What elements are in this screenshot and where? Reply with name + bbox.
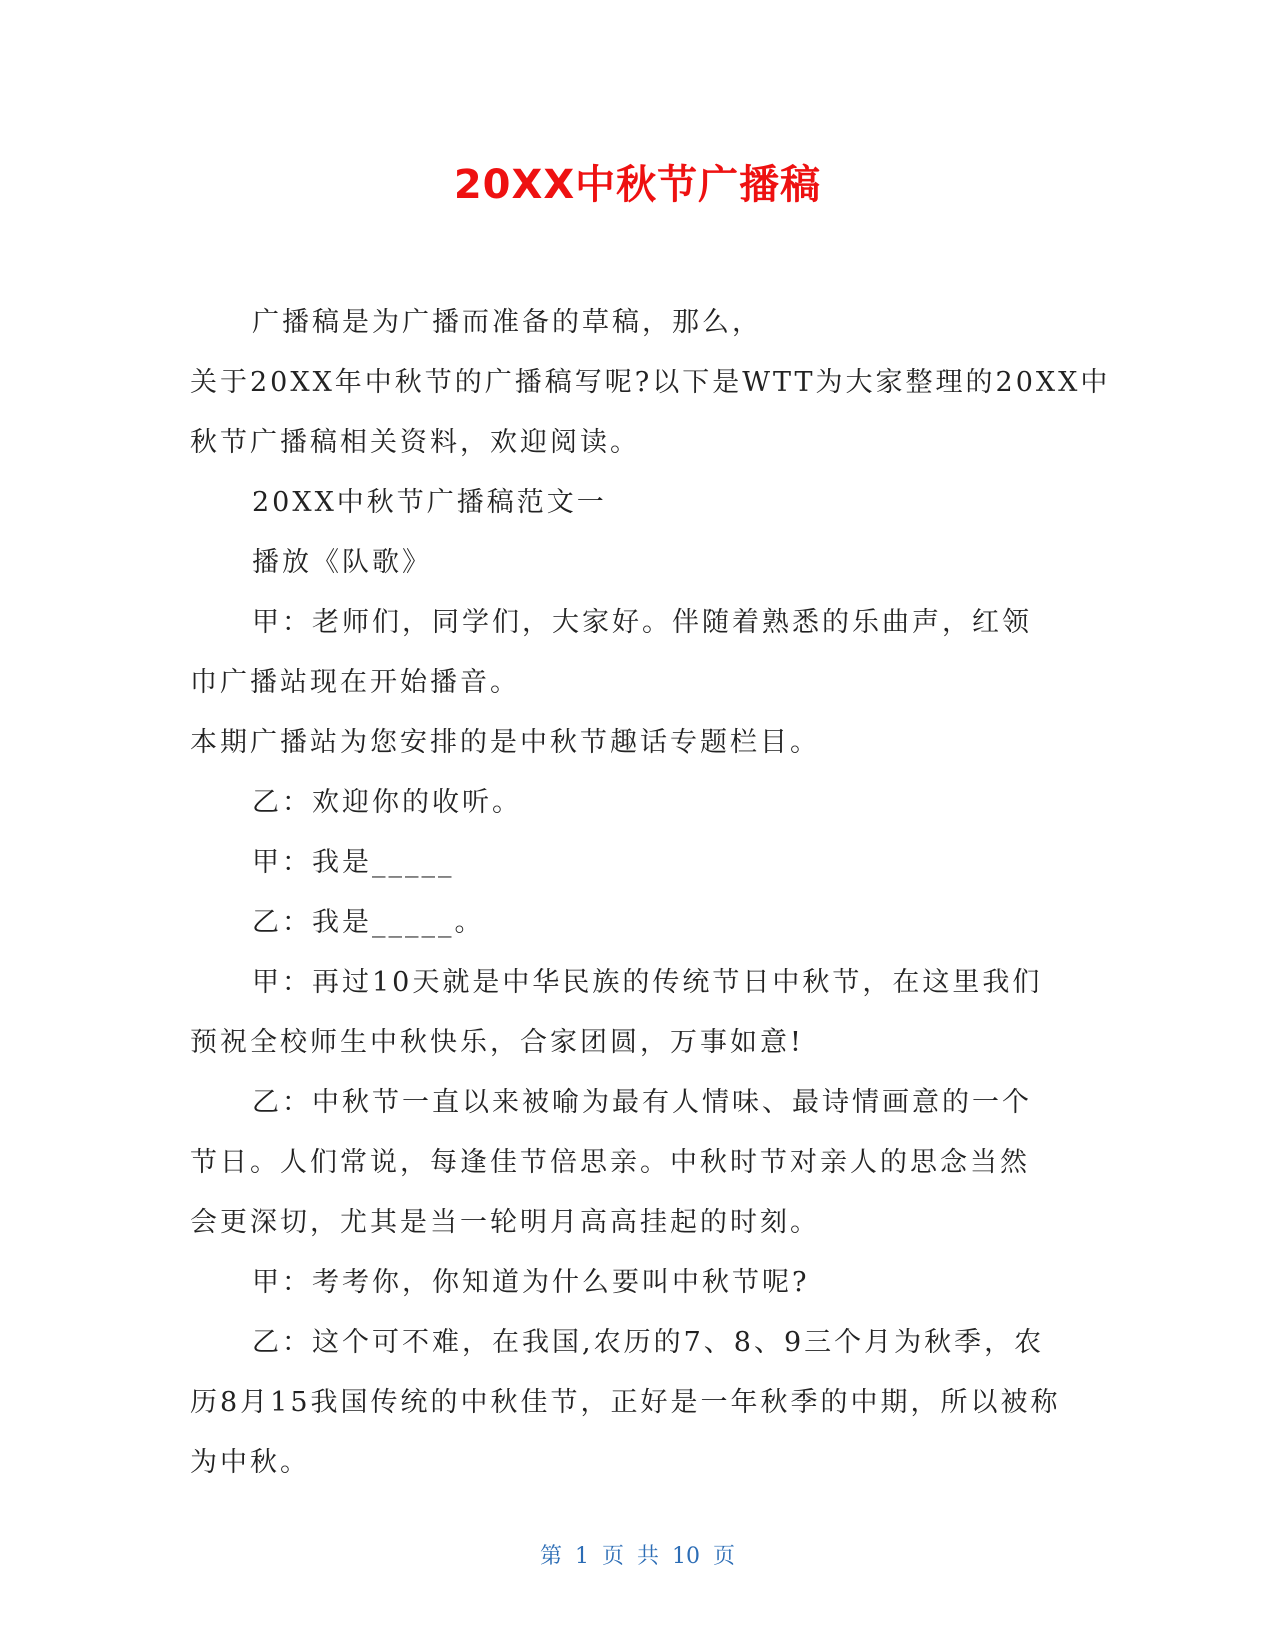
text-line: 乙：欢迎你的收听。 xyxy=(252,787,522,818)
text-line: 甲：老师们，同学们，大家好。伴随着熟悉的乐曲声，红领 xyxy=(252,607,1032,638)
text-line: 甲：考考你，你知道为什么要叫中秋节呢? xyxy=(252,1267,810,1298)
document-body xyxy=(190,293,1111,1493)
text-line: 关于20XX年中秋节的广播稿写呢?以下是WTT为大家整理的20XX中 xyxy=(190,367,1111,398)
text-line: 广播稿是为广播而准备的草稿，那么， xyxy=(252,307,762,338)
text-line: 巾广播站现在开始播音。 xyxy=(190,667,520,698)
text-line: 乙：中秋节一直以来被喻为最有人情味、最诗情画意的一个 xyxy=(252,1087,1032,1118)
text-line: 秋节广播稿相关资料，欢迎阅读。 xyxy=(190,427,640,458)
text-line: 乙：这个可不难，在我国,农历的7、8、9三个月为秋季，农 xyxy=(252,1327,1045,1358)
text-line: 为中秋。 xyxy=(190,1447,310,1478)
section-heading: 20XX中秋节广播稿范文一 xyxy=(252,487,607,518)
text-line: 甲：我是_____ xyxy=(252,847,455,878)
text-line: 本期广播站为您安排的是中秋节趣话专题栏目。 xyxy=(190,727,820,758)
text-line: 会更深切，尤其是当一轮明月高高挂起的时刻。 xyxy=(190,1207,820,1238)
text-line: 乙：我是_____。 xyxy=(252,907,485,938)
text-line: 历8月15我国传统的中秋佳节，正好是一年秋季的中期，所以被称 xyxy=(190,1387,1061,1418)
page-footer: 第 1 页 共 10 页 xyxy=(540,1544,735,1569)
text-line: 节日。人们常说，每逢佳节倍思亲。中秋时节对亲人的思念当然 xyxy=(190,1147,1030,1178)
text-line: 预祝全校师生中秋快乐，合家团圆，万事如意! xyxy=(190,1027,804,1058)
text-line: 播放《队歌》 xyxy=(252,547,432,578)
document-title: 20XX中秋节广播稿 xyxy=(453,162,822,208)
text-line: 甲：再过10天就是中华民族的传统节日中秋节，在这里我们 xyxy=(252,967,1043,998)
